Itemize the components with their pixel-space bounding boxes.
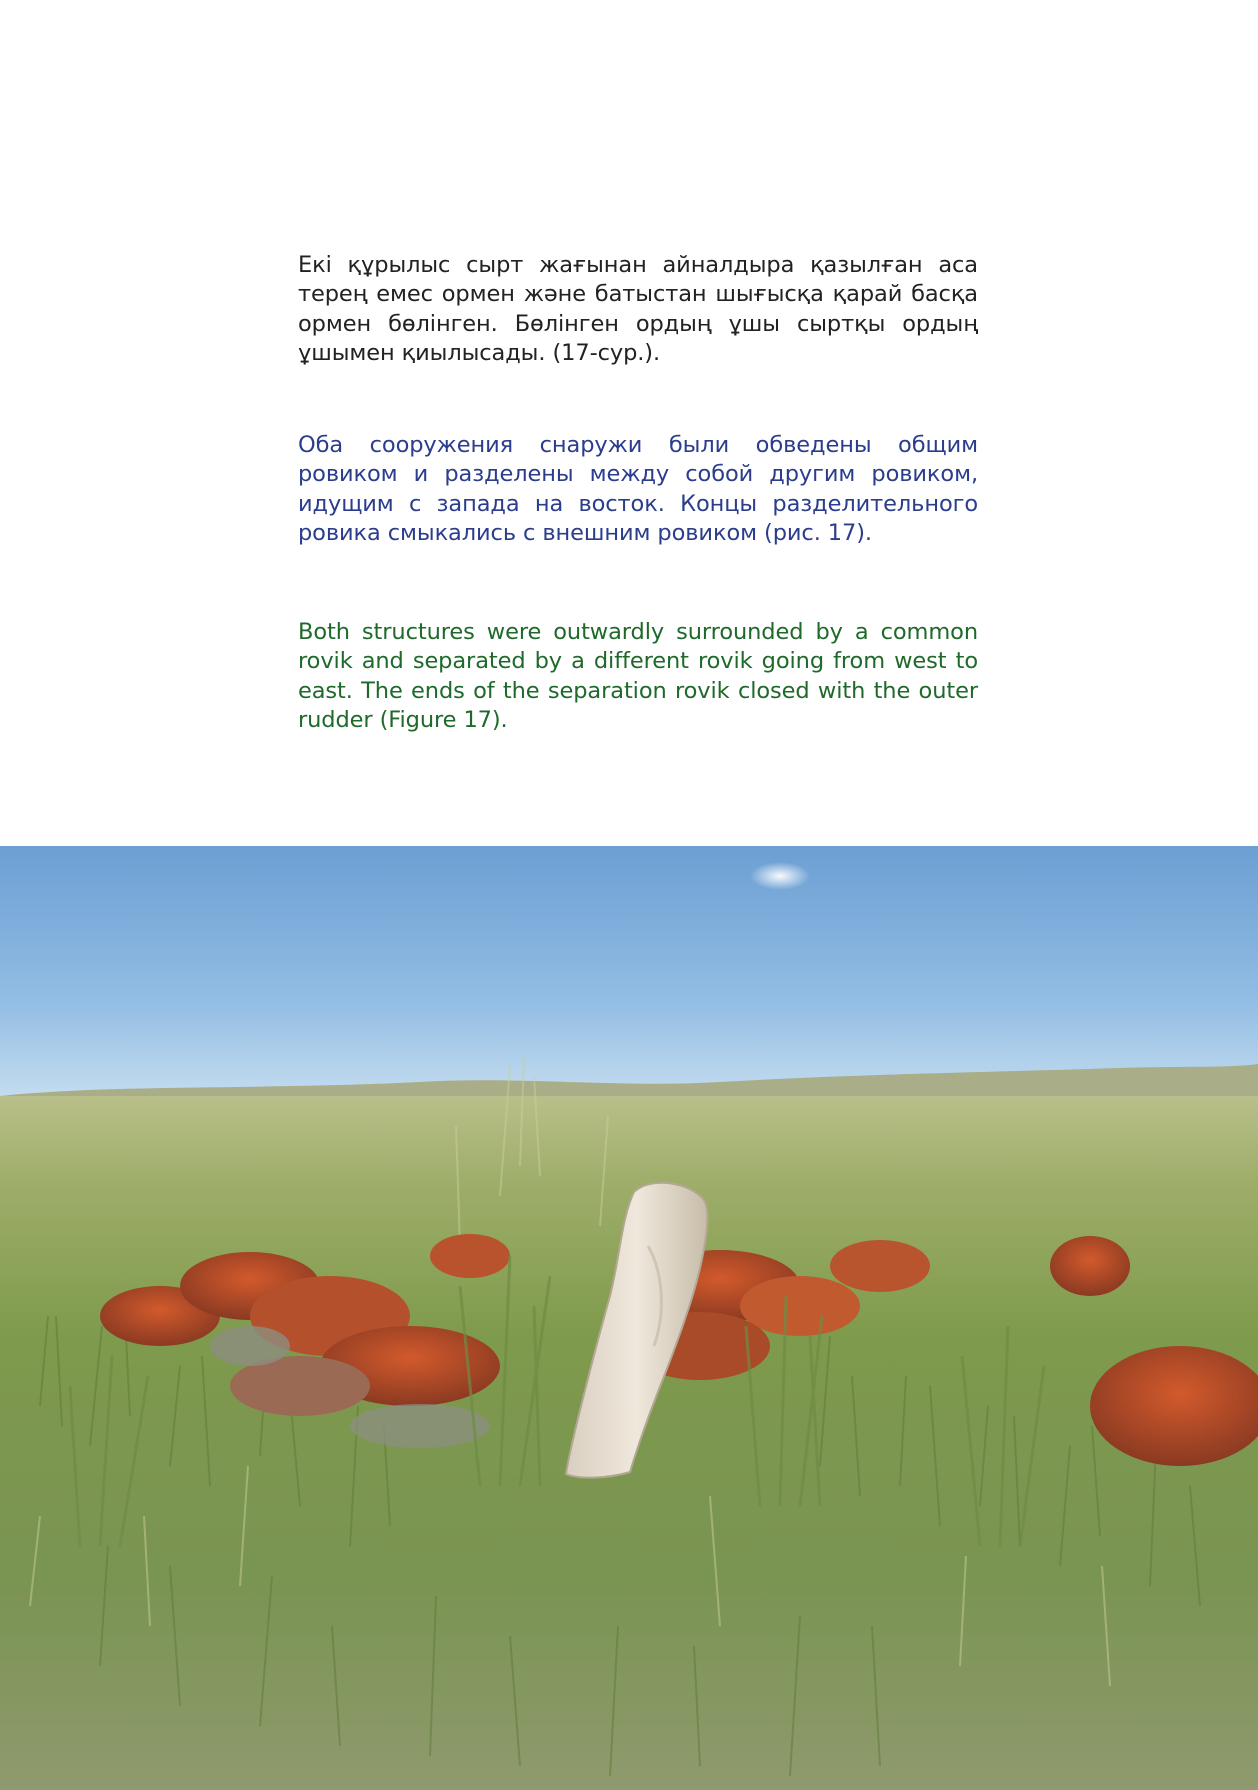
cloud [750, 862, 810, 890]
paragraph-english: Both structures were outwardly surrounded by a common rovik and separated by a different rovik going from west to east. The ends of the separation rovik closed with the outer rudder (Figure 17). [298, 619, 978, 733]
paragraph-kazakh: Екі құрылыс сырт жағынан айналдыра қазылған аса терең емес ормен және батыстан шығысқа қарай басқа ормен бөлінген. Бөлінген ордың ұшы сыртқы ордың ұшымен қиылысады. (17-сур.). [298, 252, 978, 366]
steppe-stone-photo [0, 846, 1258, 1790]
sky [0, 846, 1258, 1106]
paragraph-russian: Оба сооружения снаружи были обведены общим ровиком и разделены между собой другим ровиком, идущим с запада на восток. Концы разделительного ровика смыкались с внешним ровиком (рис. 17). [298, 432, 978, 546]
